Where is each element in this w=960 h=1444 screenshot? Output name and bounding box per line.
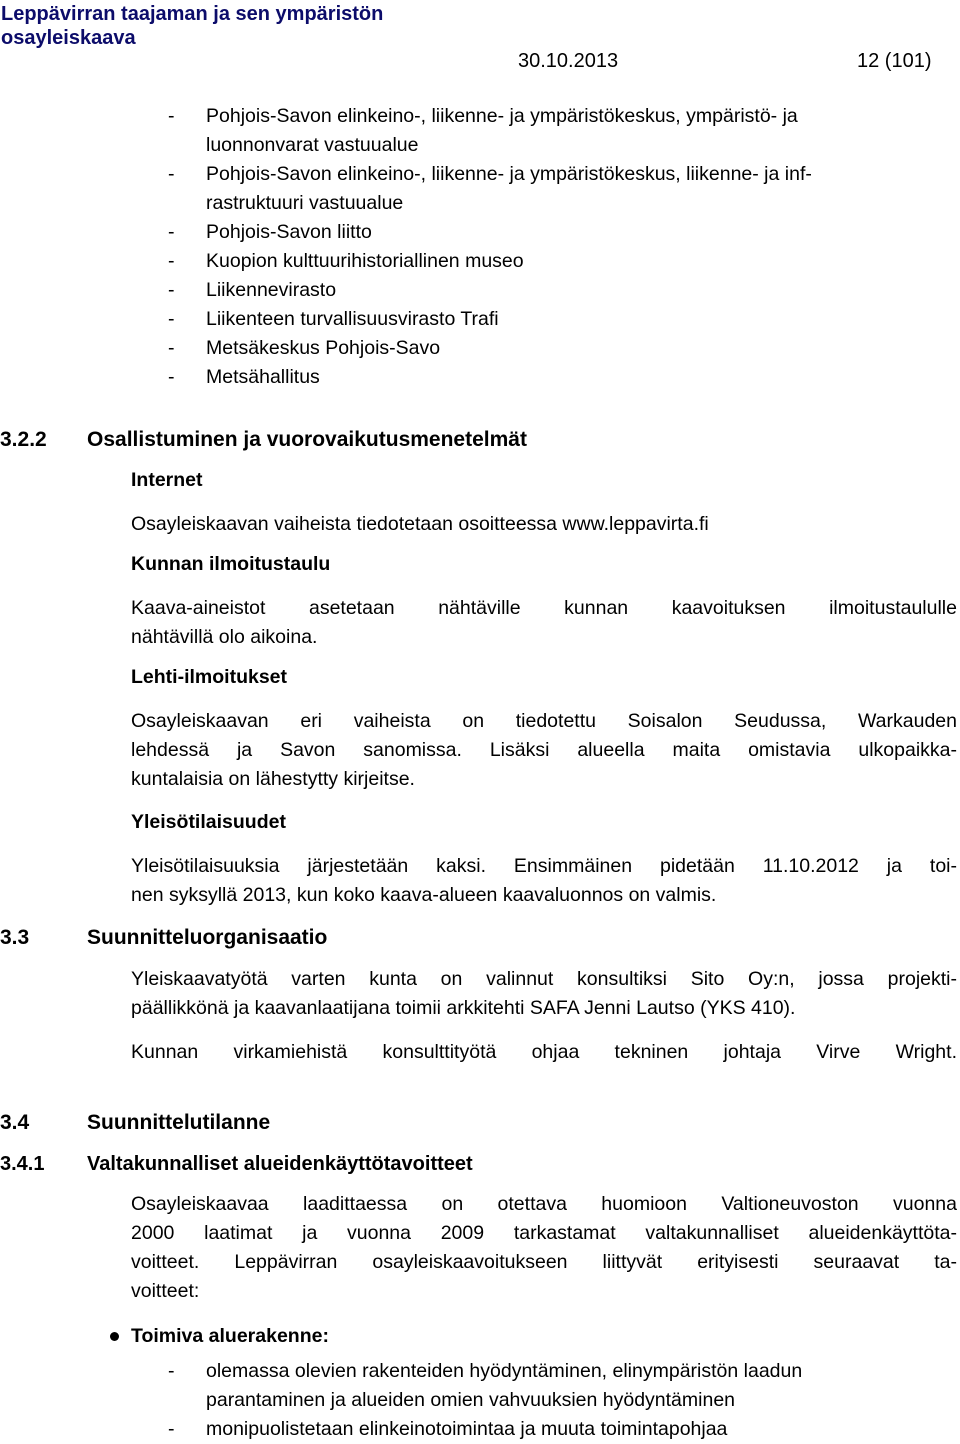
- list-item: - Liikennevirasto: [168, 276, 948, 305]
- dash-marker: -: [168, 221, 175, 243]
- authorities-list: [168, 102, 948, 392]
- dash-marker: -: [168, 105, 175, 127]
- list-item: - Kuopion kulttuurihistoriallinen museo: [168, 247, 948, 276]
- organisation-paragraph-1: Yleiskaavatyötä varten kunta on valinnut konsultiksi Sito Oy:n, jossa projekti- päällikkönä ja kaavanlaatijana toimii arkkitehti SAFA Jenni Lautso (YKS 410).: [131, 968, 957, 1019]
- document-date: 30.10.2013: [518, 50, 619, 72]
- dash-marker: -: [168, 308, 175, 330]
- section-number: 3.2.2: [0, 428, 47, 451]
- bullet-item-functional-structure: [110, 1325, 329, 1348]
- list-item: - Metsähallitus: [168, 363, 948, 392]
- national-goals-paragraph: Osayleiskaavaa laadittaessa on otettava huomioon Valtioneuvoston vuonna 2000 laatimat ja vuonna 2009 tarkastamat valtakunnalliset alueidenkäyttöta- voitteet. Leppävirran osayleiskaavoitukseen liittyvät erityisesti seuraavat ta- voitteet:: [131, 1193, 957, 1302]
- dash-marker: -: [168, 366, 175, 388]
- section-number: 3.4.1: [0, 1153, 45, 1175]
- internet-paragraph: Osayleiskaavan vaiheista tiedotetaan osoitteessa www.leppavirta.fi: [131, 513, 709, 535]
- subheading-public-events: Yleisötilaisuudet: [131, 811, 286, 833]
- section-heading-3-4: [0, 1111, 270, 1135]
- list-item: - olemassa olevien rakenteiden hyödyntäminen, elinympäristön laadun parantaminen ja alueiden omien vahvuuksien hyödyntäminen: [168, 1357, 948, 1415]
- section-heading-3-3: [0, 926, 327, 950]
- public-events-paragraph: Yleisötilaisuuksia järjestetään kaksi. Ensimmäinen pidetään 11.10.2012 ja toi- nen syksyllä 2013, kun koko kaava-alueen kaavaluonnos on valmis.: [131, 855, 957, 906]
- dash-marker: -: [168, 250, 175, 272]
- section-title: Valtakunnalliset alueidenkäyttötavoitteet: [87, 1153, 473, 1175]
- dash-marker: -: [168, 1418, 175, 1440]
- press-notices-paragraph: Osayleiskaavan eri vaiheista on tiedotettu Soisalon Seudussa, Warkauden lehdessä ja Savon sanomissa. Lisäksi alueella maita omistavia ulkopaikka- kuntalaisia on lähestytty kirjeitse.: [131, 710, 957, 790]
- list-item: - Pohjois-Savon elinkeino-, liikenne- ja ympäristökeskus, ympäristö- ja luonnonvarat vastuualue: [168, 102, 948, 160]
- section-heading-3-2-2: [0, 428, 527, 452]
- dash-marker: -: [168, 163, 175, 185]
- dash-marker: -: [168, 337, 175, 359]
- section-number: 3.3: [0, 926, 30, 949]
- section-title: Suunnittelutilanne: [87, 1111, 271, 1134]
- dash-marker: -: [168, 1360, 175, 1382]
- subheading-internet: Internet: [131, 469, 203, 491]
- bullet-dot-icon: [110, 1332, 119, 1341]
- list-item: - monipuolistetaan elinkeinotoimintaa ja muuta toimintapohjaa: [168, 1415, 948, 1444]
- list-item: - Pohjois-Savon liitto: [168, 218, 948, 247]
- list-item: - Pohjois-Savon elinkeino-, liikenne- ja ympäristökeskus, liikenne- ja inf- rastruktuuri vastuualue: [168, 160, 948, 218]
- subheading-notice-board: Kunnan ilmoitustaulu: [131, 553, 331, 575]
- functional-structure-list: [168, 1357, 948, 1444]
- organisation-paragraph-2: Kunnan virkamiehistä konsulttityötä ohjaa tekninen johtaja Virve Wright.: [131, 1041, 957, 1063]
- section-heading-3-4-1: [0, 1153, 473, 1176]
- document-title-line-2: osayleiskaava: [1, 27, 136, 49]
- document-title-line-1: Leppävirran taajaman ja sen ympäristön: [1, 3, 384, 25]
- list-item: - Metsäkeskus Pohjois-Savo: [168, 334, 948, 363]
- list-item: - Liikenteen turvallisuusvirasto Trafi: [168, 305, 948, 334]
- section-title: Suunnitteluorganisaatio: [87, 926, 328, 949]
- section-number: 3.4: [0, 1111, 30, 1134]
- subheading-press-notices: Lehti-ilmoitukset: [131, 666, 288, 688]
- section-title: Osallistuminen ja vuorovaikutusmenetelmät: [87, 428, 527, 451]
- page-number: 12 (101): [857, 50, 932, 72]
- dash-marker: -: [168, 279, 175, 301]
- notice-board-paragraph: Kaava-aineistot asetetaan nähtäville kunnan kaavoituksen ilmoitustaululle nähtävillä olo aikoina.: [131, 597, 957, 648]
- bullet-label: Toimiva aluerakenne:: [131, 1325, 329, 1347]
